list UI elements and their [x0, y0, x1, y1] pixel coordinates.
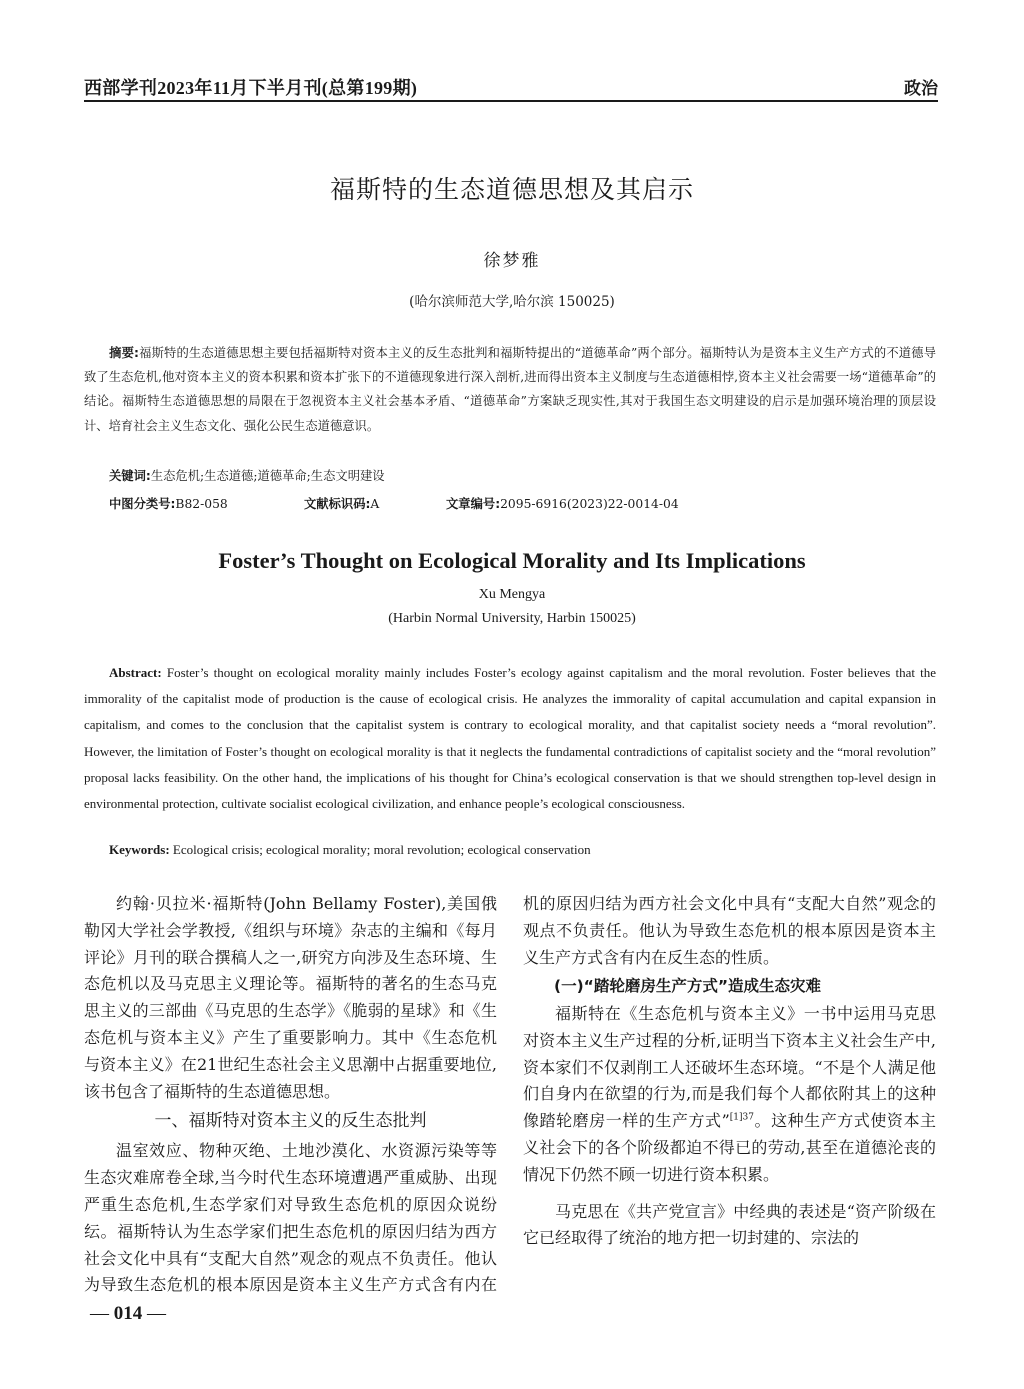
- keywords-cn-text: 生态危机;生态道德;道德革命;生态文明建设: [150, 469, 385, 483]
- author-cn: 徐梦雅: [483, 251, 541, 271]
- clc-value: B82-058: [175, 497, 228, 511]
- keywords-en: [109, 842, 591, 858]
- body-paragraph-continued: [523, 891, 936, 971]
- citation: [1]37: [729, 1112, 754, 1123]
- paragraph-text: 福斯特在《生态危机与资本主义》一书中运用马克思对资本主义生产过程的分析,证明当下资本主义社会生产中,资本家们不仅剥削工人还破坏生态环境。“不是个人满足他们自身内在欲望的行为,而是我们每个人都依附其上的这种像踏轮磨房一样的生产方式”: [523, 1004, 936, 1131]
- author-en: Xu Mengya: [478, 587, 546, 602]
- body-paragraph: 温室效应、物种灭绝、土地沙漠化、水资源污染等等生态灾难席卷全球,当今时代生态环境遭遇严重威胁、出现严重生态危机,生态学家们对导致生态危机的原因众说纷纭。福斯特认为生态学家们把生态危机的原因归结为西方社会文化中具有“支配大自然”观念的观点不负责任。他认为导致生态危机的根本原因是资本主义生产方式含有内在: [84, 1141, 497, 1295]
- body-column-left: [84, 891, 497, 1298]
- page-dash-right: —: [147, 1303, 166, 1324]
- abstract-en-label: Abstract:: [109, 665, 162, 680]
- page-dash-left: —: [90, 1303, 109, 1324]
- body-paragraph: 约翰·贝拉米·福斯特(John Bellamy Foster),美国俄勒冈大学社会学教授,《组织与环境》杂志的主编和《每月评论》月刊的联合撰稿人之一,研究方向涉及生态环境、生态危机以及马克思主义理论等。福斯特的著名的生态马克思主义的三部曲《马克思的生态学》《脆弱的星球》和《生态危机与资本主义》产生了重要影响力。其中《生态危机与资本主义》在21世纪生态社会主义思潮中占据重要地位,该书包含了福斯特的生态道德思想。: [84, 894, 497, 1101]
- keywords-en-text: Ecological crisis; ecological morality; moral revolution; ecological conservation: [172, 842, 591, 857]
- document-code: [304, 494, 379, 512]
- keywords-cn: [109, 466, 385, 484]
- article-title-en: Foster’s Thought on Ecological Morality and Its Implications: [218, 548, 806, 573]
- abstract-cn-label: 摘要:: [109, 346, 139, 360]
- header-rule: [84, 100, 938, 102]
- abstract-cn-text: 福斯特的生态道德思想主要包括福斯特对资本主义的反生态批判和福斯特提出的“道德革命”两个部分。福斯特认为是资本主义生产方式的不道德导致了生态危机,他对资本主义的资本积累和资本扩张下的不道德现象进行深入剖析,进而得出资本主义制度与生态道德相悖,资本主义社会需要一场“道德革命”的结论。福斯特生态道德思想的局限在于忽视资本主义社会基本矛盾、“道德革命”方案缺乏现实性,其对于我国生态文明建设的启示是加强环境治理的顶层设计、培育社会主义生态文化、强化公民生态道德意识。: [84, 346, 937, 433]
- paragraph-text: 。这种生产方式使资本主义社会下的各个阶级都迫不得已的劳动,甚至在道德沦丧的情况下仍然不顾一切进行资本积累。: [523, 1111, 936, 1184]
- body-paragraph: [523, 1001, 936, 1189]
- article-title-cn: 福斯特的生态道德思想及其启示: [329, 175, 694, 204]
- affiliation-cn: (哈尔滨师范大学,哈尔滨 150025): [409, 294, 615, 310]
- section-heading: 一、福斯特对资本主义的反生态批判: [154, 1111, 427, 1132]
- body-paragraph: 马克思在《共产党宣言》中经典的表述是“资产阶级在它已经取得了统治的地方把一切封建的、宗法的: [523, 1201, 936, 1248]
- page-number-value: 014: [113, 1303, 143, 1324]
- affiliation-en: (Harbin Normal University, Harbin 150025): [388, 611, 636, 626]
- continued-text: 机的原因归结为西方社会文化中具有“支配大自然”观念的观点不负责任。他认为导致生态危机的根本原因是资本主义生产方式含有内在反生态的性质。: [523, 894, 936, 967]
- keywords-en-label: Keywords:: [109, 842, 170, 857]
- section-label: 政治: [904, 79, 938, 99]
- article-number-label: 文章编号:: [446, 497, 501, 511]
- body-column-right: [523, 891, 936, 1252]
- journal-issue-line: 西部学刊2023年11月下半月刊(总第199期): [84, 78, 418, 98]
- subsection-heading: (一)“踏轮磨房生产方式”造成生态灾难: [554, 977, 822, 995]
- abstract-cn: [84, 341, 936, 438]
- abstract-en-text: Foster’s thought on ecological morality mainly includes Foster’s ecology against capitalism and the moral revolution. Foster believes that the immorality of the capitalist mode of production is the cause of ecological crisis. He analyzes the immorality of capital accumulation and capital expansion in capitalism, and comes to the conclusion that the capitalist system is contrary to ecological morality, and that capitalist society needs a “moral revolution”. However, the limitation of Foster’s thought on ecological morality is that it neglects the fundamental contradictions of capitalist society and the “moral revolution” proposal lacks feasibility. On the other hand, the implications of his thought for China’s ecological conservation is that we should strengthen top-level design in environmental protection, cultivate socialist ecological civilization, and enhance people’s ecological consciousness.: [84, 665, 937, 812]
- clc-number: [109, 494, 228, 512]
- clc-label: 中图分类号:: [109, 497, 176, 511]
- document-code-label: 文献标识码:: [304, 497, 371, 511]
- keywords-cn-label: 关键词:: [109, 469, 151, 483]
- document-code-value: A: [370, 497, 380, 511]
- article-number: [446, 494, 679, 512]
- article-number-value: 2095-6916(2023)22-0014-04: [500, 497, 679, 511]
- abstract-en: [84, 660, 936, 817]
- running-header: [84, 68, 938, 102]
- page-number: [90, 1303, 166, 1325]
